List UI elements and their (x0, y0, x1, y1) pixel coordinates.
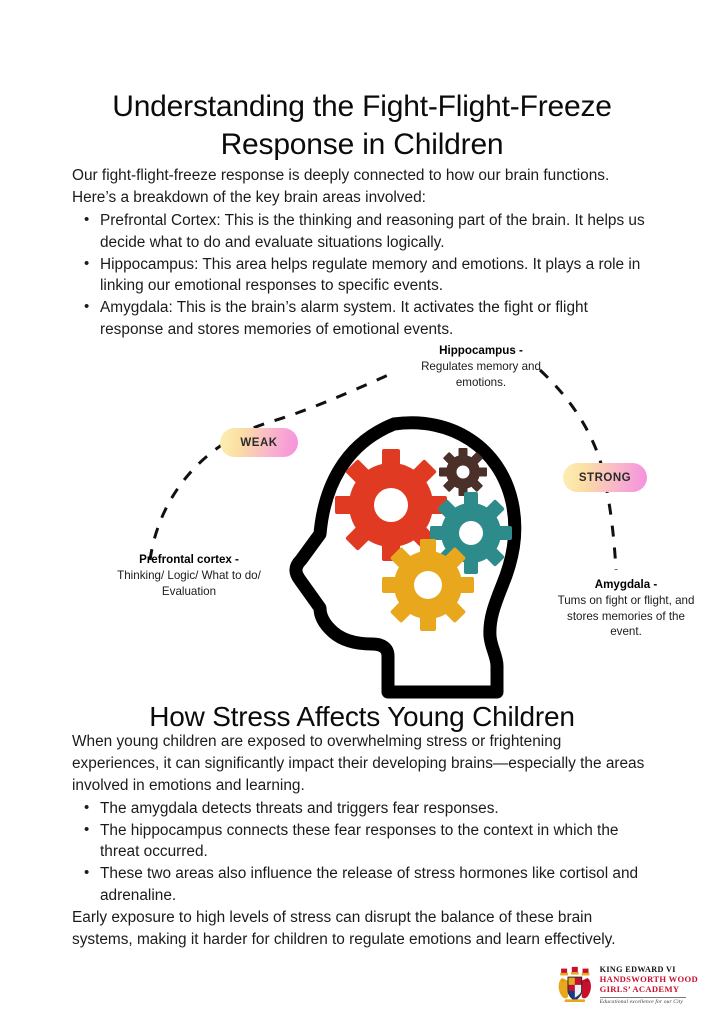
label-amygdala-lead: Amygdala - (594, 578, 658, 591)
page-title: Understanding the Fight-Flight-Freeze Response in Children (112, 90, 612, 162)
label-hippocampus-text: Regulates memory and emotions. (421, 359, 541, 389)
logo-tagline: Educational excellence for our City (599, 999, 683, 1006)
stress-paragraph: When young children are exposed to overwhelming stress or frightening experiences, it can significantly impact their developing brains—especially the areas involved in emotions and learning. (72, 733, 645, 794)
list-item: • Prefrontal Cortex: This is the thinking and reasoning part of the brain. It helps us decide what to do and evaluate situations logically. (98, 210, 652, 254)
list-item: • The hippocampus connects these fear responses to the context in which the threat occurred. (98, 820, 652, 864)
status-badge-strong (563, 463, 647, 492)
list-item: • These two areas also influence the release of stress hormones like cortisol and adrenaline. (98, 863, 652, 907)
logo-line-handsworth-wood: HANDSWORTH WOOD (599, 973, 698, 984)
brain-diagram (0, 330, 724, 700)
school-logo (556, 958, 698, 1010)
list-item: • The amygdala detects threats and triggers fear responses. (98, 798, 652, 820)
intro-bullet-list (72, 210, 652, 341)
label-prefrontal-lead: Prefrontal cortex - (139, 553, 239, 566)
label-amygdala-text: Tums on fight or flight, and stores memories of the event. (557, 593, 695, 639)
list-item: • Amygdala: This is the brain’s alarm system. It activates the fight or flight response and stores memories of emotional events. (98, 297, 652, 341)
logo-divider (600, 997, 686, 998)
badge-label: WEAK (240, 436, 278, 449)
badge-label: STRONG (578, 471, 632, 484)
section-heading: How Stress Affects Young Children (149, 701, 575, 733)
list-item: • Hippocampus: This area helps regulate memory and emotions. It plays a role in linking our emotional responses to specific events. (98, 254, 652, 298)
logo-text-block (600, 963, 698, 1005)
logo-line-girls-academy: GIRLS’ ACADEMY (599, 984, 680, 995)
label-amygdala (556, 577, 696, 640)
logo-line-king-edward: KING EDWARD VI (599, 964, 676, 974)
crest-icon (556, 961, 594, 1007)
gear-amber-icon (382, 539, 474, 631)
stress-bullet-list (72, 798, 652, 907)
label-hippocampus (396, 343, 566, 390)
intro-section (72, 165, 652, 341)
intro-paragraph: Our fight-flight-freeze response is deeply connected to how our brain functions. Here’s a breakdown of the key brain areas involved: (72, 167, 610, 206)
stress-closing-paragraph: Early exposure to high levels of stress can disrupt the balance of these brain systems, making it harder for children to regulate emotions and learn effectively. (72, 909, 616, 948)
head-profile-illustration (276, 410, 546, 700)
stress-section (72, 731, 652, 951)
gear-brown-icon (439, 448, 487, 496)
label-prefrontal-cortex (98, 552, 280, 599)
label-prefrontal-text: Thinking/ Logic/ What to do/ Evaluation (117, 568, 261, 598)
status-badge-weak (220, 428, 298, 457)
label-hippocampus-lead: Hippocampus - (439, 344, 523, 357)
